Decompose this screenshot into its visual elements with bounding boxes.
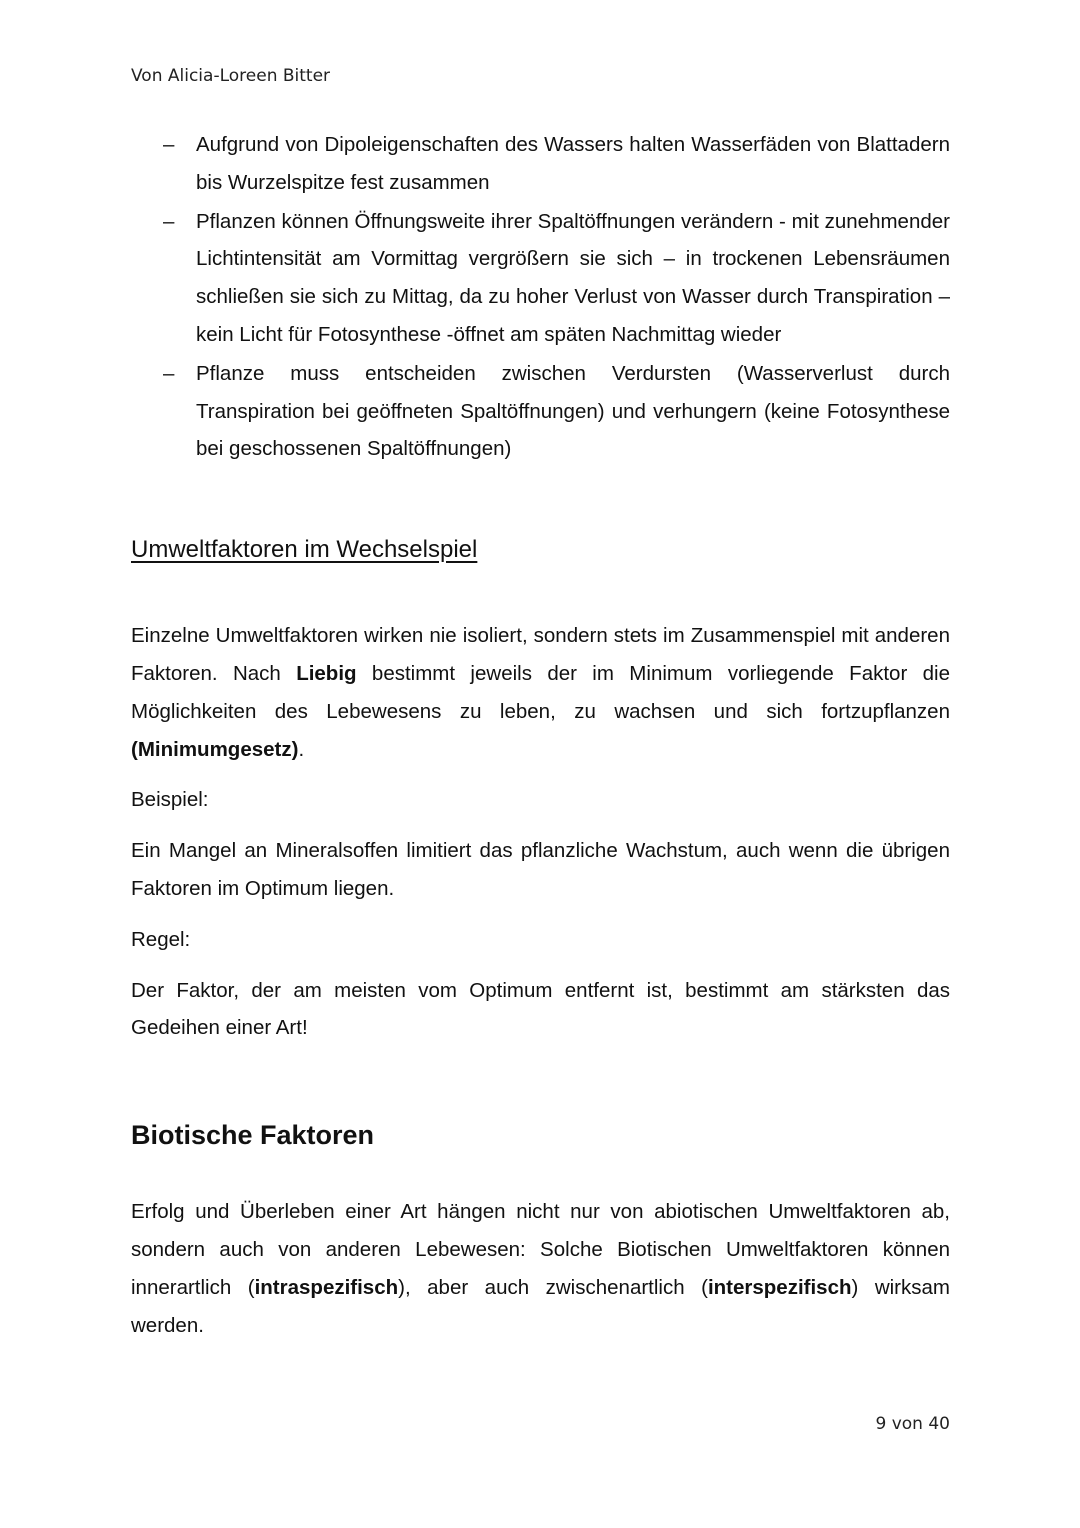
- bold-term-intraspezifisch: intraspezifisch: [254, 1275, 399, 1299]
- bullet-dash: –: [163, 133, 175, 156]
- text-run: .: [298, 737, 305, 761]
- text-run: Einzelne Umweltfaktoren wirken nie isoliert, sondern stets im Zusammenspiel mit anderen Faktoren. Nach: [131, 624, 950, 685]
- bullet-text: Aufgrund von Dipoleigenschaften des Wassers halten Wasserfäden von Blattadern bis Wurzelspitze fest zusammen: [196, 133, 950, 194]
- section-heading-biotische-faktoren: Biotische Faktoren: [131, 1120, 375, 1151]
- text-run: bestimmt jeweils der im Minimum vorliegende Faktor die Möglichkeiten des Lebewesens zu leben, zu wachsen und sich fortzupflanzen: [131, 661, 950, 723]
- rule-paragraph: Der Faktor, der am meisten vom Optimum entfernt ist, bestimmt am stärksten das Gedeihen einer Art!: [131, 978, 950, 1040]
- bold-term-interspezifisch: interspezifisch: [707, 1275, 852, 1299]
- text-run: Erfolg und Überleben einer Art hängen nicht nur von abiotischen Umweltfaktoren ab, sondern auch von anderen Lebewesen: Solche Biotischen Umweltfaktoren können innerartlich (: [131, 1200, 950, 1299]
- bullet-text: Pflanze muss entscheiden zwischen Verdursten (Wasserverlust durch Transpiration bei geöffneten Spaltöffnungen) und verhungern (keine Fotosynthese bei geschossenen Spaltöffnungen): [196, 361, 950, 461]
- bold-term-minimumgesetz: (Minimumgesetz): [131, 737, 299, 761]
- rule-label: Regel:: [131, 927, 191, 951]
- biotic-factors-paragraph: [131, 1193, 950, 1344]
- minimumgesetz-paragraph: [131, 617, 950, 768]
- page-header-author: Von Alicia-Loreen Bitter: [131, 66, 331, 86]
- bullet-dash: –: [163, 209, 175, 233]
- text-run: ) wirksam werden.: [131, 1275, 950, 1337]
- example-label: Beispiel:: [131, 788, 209, 812]
- list-item: [131, 355, 950, 468]
- bullet-dash: –: [163, 361, 175, 385]
- text-run: ), aber auch zwischenartlich (: [398, 1275, 708, 1299]
- bullet-list: [131, 126, 950, 468]
- page-number: 9 von 40: [875, 1414, 950, 1434]
- bullet-text: Pflanzen können Öffnungsweite ihrer Spaltöffnungen verändern - mit zunehmender Lichtintensität am Vormittag vergrößern sie sich – in trockenen Lebensräumen schließen sie sich zu Mittag, da zu hoher Verlust von Wasser durch Transpiration – kein Licht für Fotosynthese -öffnet am späten Nachmittag wieder: [196, 209, 950, 346]
- list-item: [131, 126, 950, 202]
- example-paragraph: Ein Mangel an Mineralsoffen limitiert das pflanzliche Wachstum, auch wenn die übrigen Faktoren im Optimum liegen.: [131, 839, 950, 900]
- list-item: [131, 203, 950, 354]
- bold-term-liebig: Liebig: [296, 661, 357, 685]
- section-heading-umweltfaktoren: Umweltfaktoren im Wechselspiel: [131, 536, 478, 564]
- page-content: [131, 126, 950, 1344]
